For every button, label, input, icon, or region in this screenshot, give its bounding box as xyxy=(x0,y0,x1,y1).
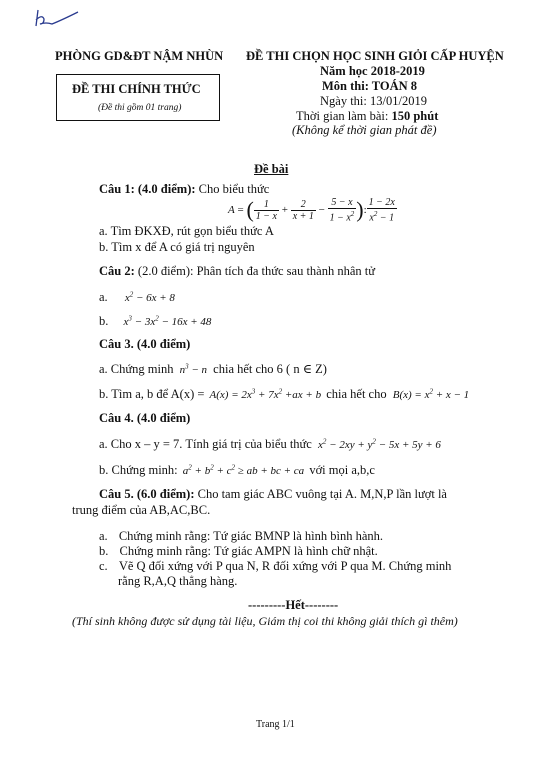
duration-note: (Không kể thời gian phát đề) xyxy=(292,123,437,137)
q2-heading: Câu 2: (2.0 điểm): Phân tích đa thức sau thành nhân tử xyxy=(99,264,376,278)
q1-part-a: a. Tìm ĐKXĐ, rút gọn biểu thức A xyxy=(99,224,274,238)
handwritten-mark xyxy=(28,6,88,30)
q5-item-c-cont: rằng R,A,Q thẳng hàng. xyxy=(118,574,238,588)
q4-part-b: b. Chứng minh: $a^2 + b^2 + c^2$ ≥ ab + bc + ca với mọi a,b,c xyxy=(99,463,375,477)
q1-heading: Câu 1: (4.0 điểm): Cho biểu thức xyxy=(99,182,270,196)
q5-item-a: a. Chứng minh rằng: Tứ giác BMNP là hình bình hành. xyxy=(99,529,384,543)
q2-part-a: a. $x^2 - 6x + 8$ xyxy=(99,290,175,304)
duration: Thời gian làm bài: 150 phút xyxy=(296,109,439,123)
q2-part-b: b. $x^3 - 3x^2 - 16x + 48$ xyxy=(99,314,212,328)
q1-expression: A = ( $\frac{1}{1 - x}$ + $\frac{2}{x + 1}$ − $\frac{5 - x}{1 - x^2}$ ): $\frac{1 - 2x}{x^2 - 1}$ xyxy=(228,197,395,224)
section-title: Đề bài xyxy=(254,162,289,176)
page-number: Trang 1/1 xyxy=(256,719,295,730)
pages-note: (Đề thi gồm 01 trang) xyxy=(98,103,182,113)
exam-date: Ngày thi: 13/01/2019 xyxy=(320,94,427,108)
q4-heading: Câu 4. (4.0 điểm) xyxy=(99,411,191,425)
official-title: ĐỀ THI CHÍNH THỨC xyxy=(72,82,201,96)
exam-title: ĐỀ THI CHỌN HỌC SINH GIỎI CẤP HUYỆN xyxy=(246,49,504,63)
org-name: PHÒNG GD&ĐT NẬM NHÙN xyxy=(55,49,224,63)
q1-part-b: b. Tìm x để A có giá trị nguyên xyxy=(99,240,255,254)
q3-heading: Câu 3. (4.0 điểm) xyxy=(99,337,191,351)
q3-part-a: a. Chứng minh $n^3 - n$ chia hết cho 6 ( n ∈ Z) xyxy=(99,362,327,376)
footer-note: (Thí sinh không được sử dụng tài liệu, Giám thị coi thi không giải thích gì thêm) xyxy=(72,614,458,628)
q5-item-c: c. Vẽ Q đối xứng với P qua N, R đối xứng với P qua M. Chứng minh xyxy=(99,559,452,573)
q4-part-a: a. Cho x – y = 7. Tính giá trị của biểu thức $x^2 - 2xy + y^2 - 5x + 5y + 6$ xyxy=(99,437,441,451)
school-year: Năm học 2018-2019 xyxy=(320,64,425,78)
q5-item-b: b. Chứng minh rằng: Tứ giác AMPN là hình chữ nhật. xyxy=(99,544,378,558)
q5-heading: Câu 5. (6.0 điểm): Cho tam giác ABC vuông tại A. M,N,P lần lượt là xyxy=(99,487,447,501)
q3-part-b: b. Tìm a, b để $A(x) = A(x) = 2x^3 + 7x^2 +ax + b$ chia hết cho $B(x) = x^2 + x - 1$ xyxy=(99,387,470,401)
end-mark: ---------Hết-------- xyxy=(248,598,339,612)
q5-heading-cont: trung điểm của AB,AC,BC. xyxy=(72,503,211,517)
subject: Môn thi: TOÁN 8 xyxy=(322,79,418,93)
